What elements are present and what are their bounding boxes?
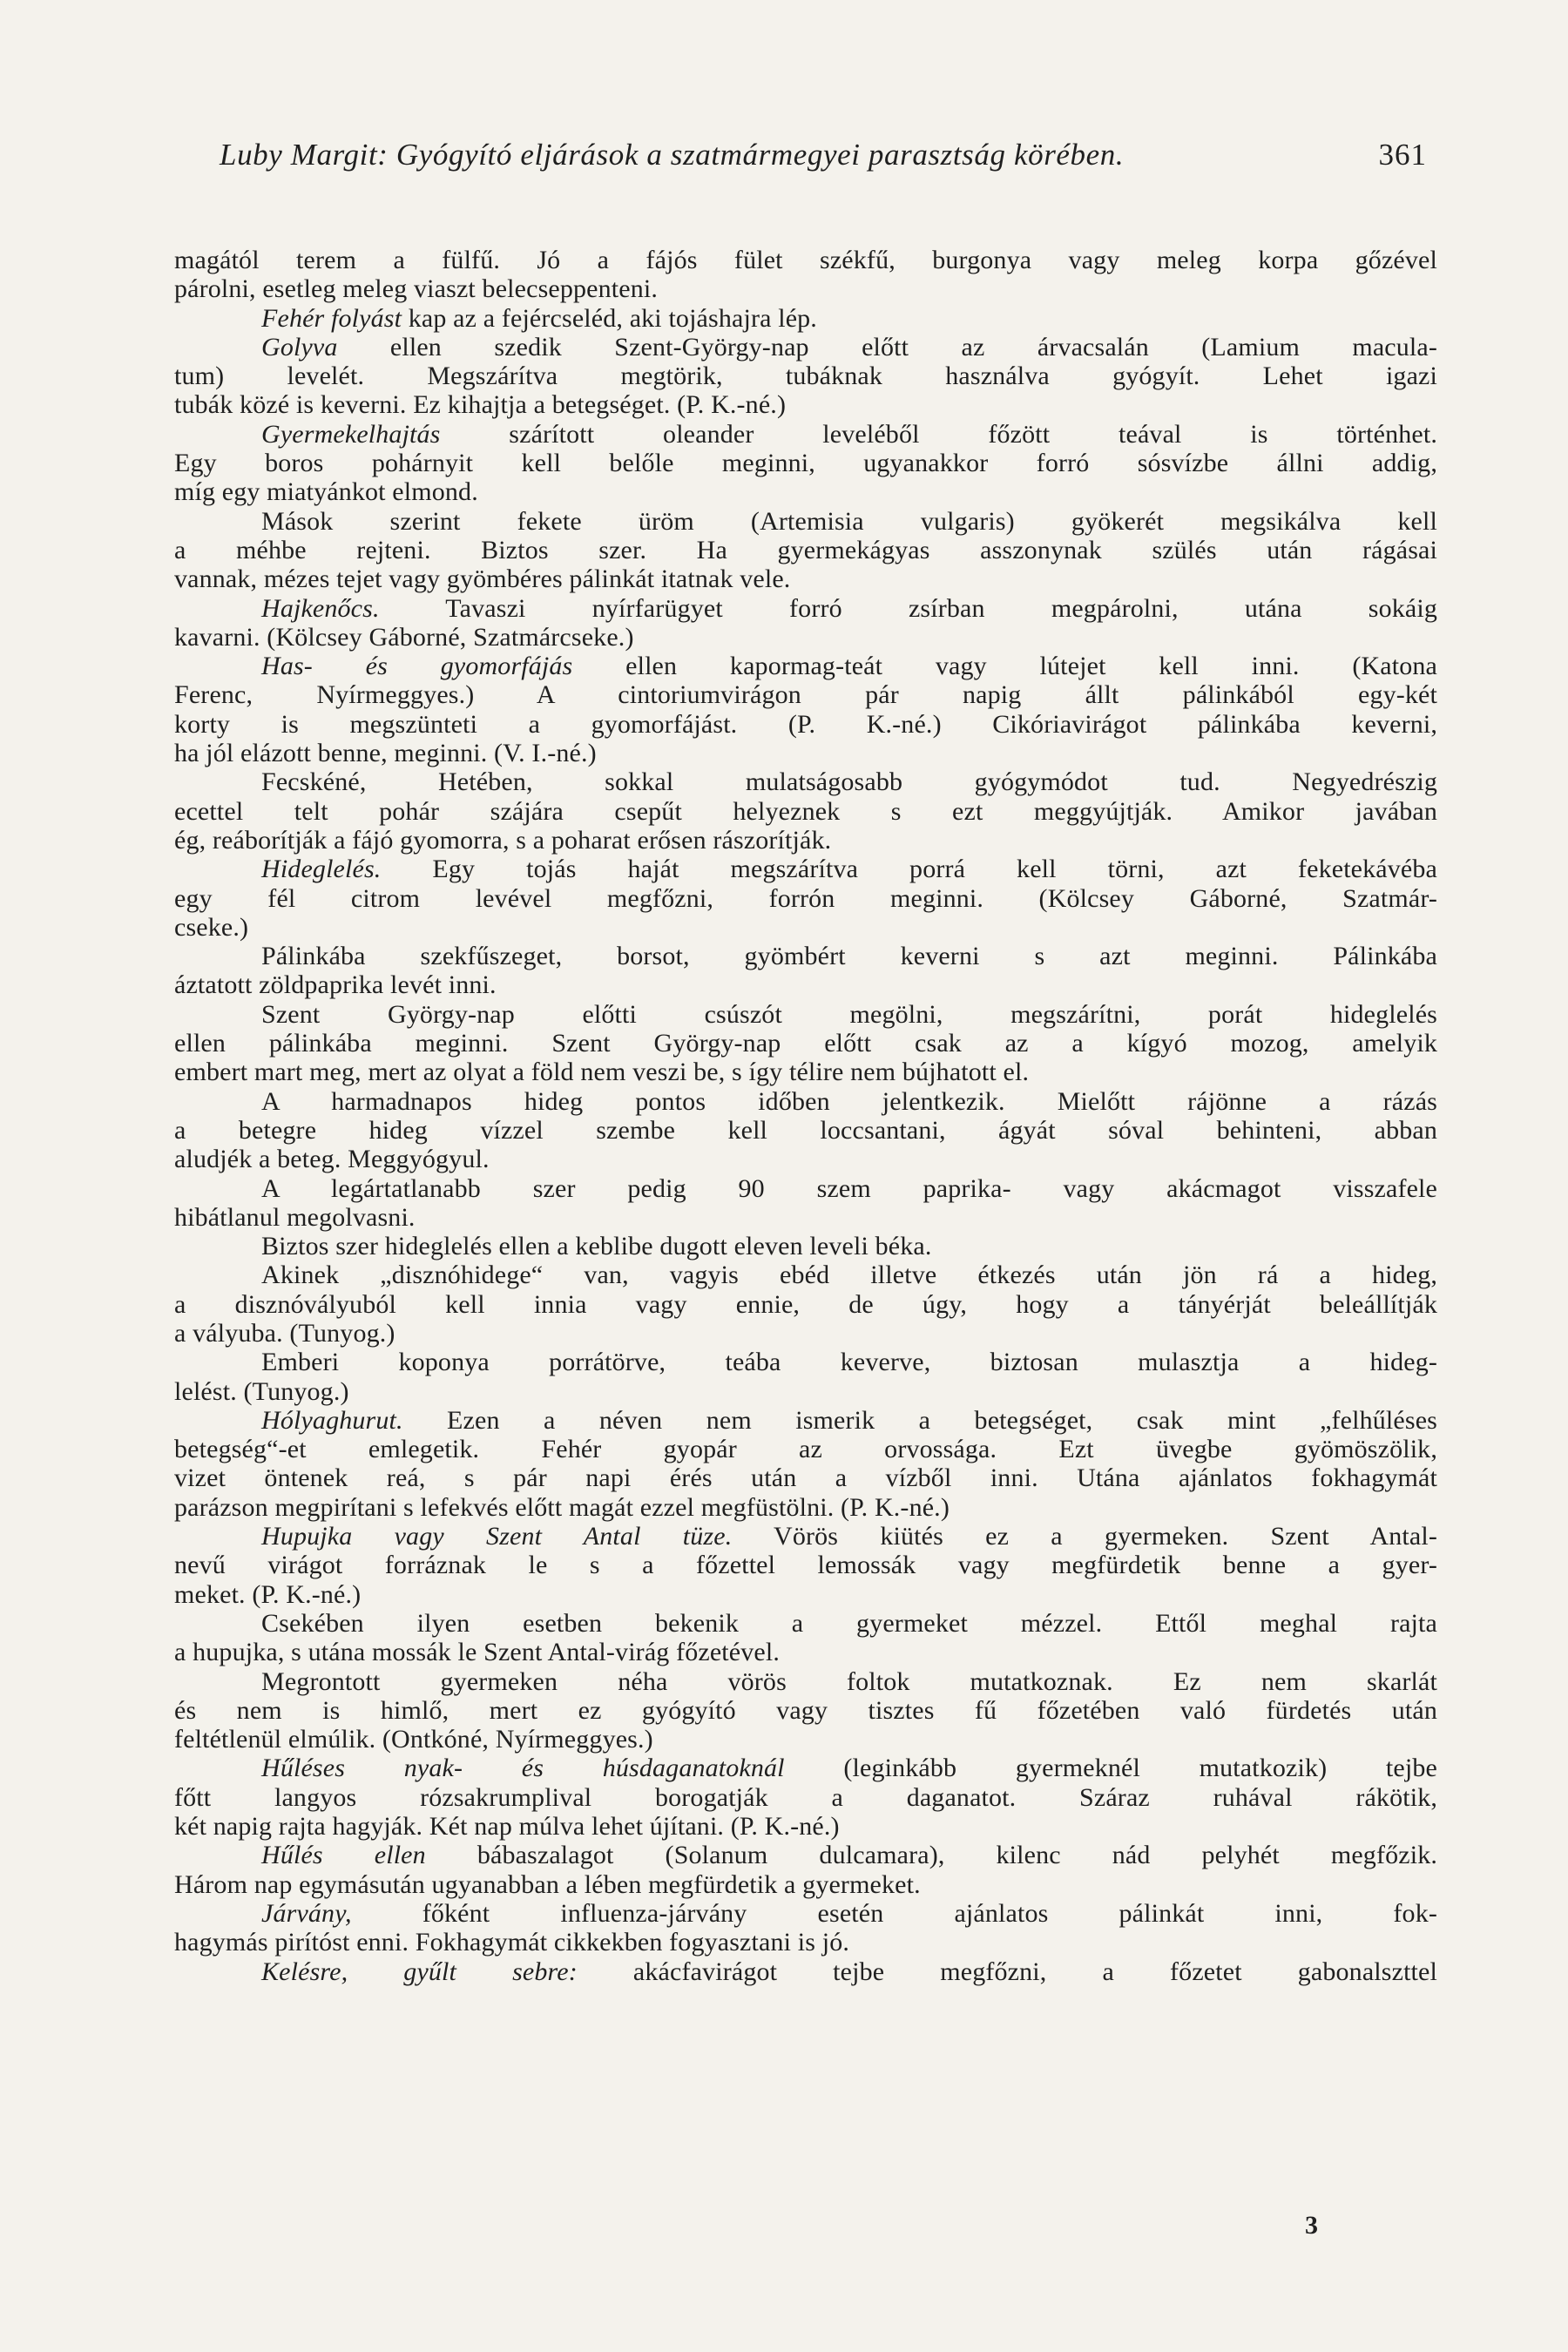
text-line [174,913,1437,942]
text-line [174,1551,1437,1579]
text-line [174,1609,1437,1638]
line-text: Szent György-nap előtti csúszót megölni, megszárítni, porát hideglelés [261,999,1437,1029]
line-text: feltétlenül elmúlik. (Ontkóné, Nyírmeggyes.) [174,1725,653,1754]
line-text: míg egy miatyánkot elmond. [174,477,478,507]
line-text: a vályuba. (Tunyog.) [174,1318,395,1348]
text-line [174,1029,1437,1058]
italic-term: Kelésre, gyűlt sebre: [261,1957,578,1986]
text-line [174,1260,1437,1289]
italic-term: Hajkenőcs. [261,593,380,623]
line-text: és nem is himlő, mert ez gyógyító vagy tisztes fű főzetében való fürdetés után [174,1695,1437,1725]
text-line [174,1232,1437,1260]
line-text: magától terem a fülfű. Jó a fájós fület székfű, burgonya vagy meleg korpa gőzével [174,246,1437,274]
line-text: párolni, esetleg meleg viaszt belecseppenteni. [174,274,659,304]
text-line [174,507,1437,536]
text-line [174,855,1437,883]
line-text: A harmadnapos hideg pontos időben jelentkezik. Mielőtt rájönne a rázás [261,1086,1437,1116]
body-text [174,246,1437,1986]
text-line [174,1841,1437,1869]
text-line [174,1058,1437,1086]
line-text: hagymás pirítóst enni. Fokhagymát cikkekben fogyasztani is jó. [174,1928,849,1957]
line-text: ellen kapormag-teát vagy lútejet kell inni. (Katona [572,652,1437,681]
text-line [174,1116,1437,1145]
line-text: a méhbe rejteni. Biztos szer. Ha gyermekágyas asszonynak szülés után rágásai [174,535,1437,564]
signature-mark: 3 [1305,2211,1318,2240]
line-text: főtt langyos rózsakrumplival borogatják a daganatot. Száraz ruhával rákötik, [174,1782,1437,1812]
line-text: a disznóvályuból kell innia vagy ennie, de úgy, hogy a tányérját beleállítják [174,1289,1437,1319]
italic-term: Gyermekelhajtás [261,419,441,449]
line-text: ecettel telt pohár szájára csepűt helyeznek s ezt meggyújtják. Amikor javában [174,796,1437,826]
line-text: meket. (P. K.-né.) [174,1579,362,1609]
text-line [174,797,1437,826]
text-line [174,1348,1437,1376]
text-line [174,1870,1437,1899]
running-header [220,138,1427,172]
italic-term: Hűlés ellen [261,1841,426,1870]
running-title: Luby Margit: Gyógyító eljárások a szatmármegyei parasztság körében. [220,138,1125,172]
italic-term: Hólyaghurut. [261,1405,403,1435]
line-text: parázson megpirítani s lefekvés előtt magát ezzel megfüstölni. (P. K.-né.) [174,1492,950,1522]
text-line [174,1638,1437,1666]
italic-term: Járvány, [261,1898,352,1928]
text-line [174,1377,1437,1406]
text-line [174,594,1437,623]
text-line [174,564,1437,593]
line-text: ellen szedik Szent-György-nap előtt az árvacsalán (Lamium macula- [337,332,1437,362]
italic-term: Hupujka vagy Szent Antal tüze. [261,1522,733,1551]
line-text: Ferenc, Nyírmeggyes.) A cintoriumvirágon pár napig állt pálinkából egy-két [174,680,1437,710]
text-line [174,710,1437,739]
text-line [174,1899,1437,1928]
text-line [174,1580,1437,1609]
line-text: Biztos szer hideglelés ellen a keblibe dugott eleven leveli béka. [261,1232,932,1261]
text-line [174,739,1437,767]
text-line [174,826,1437,855]
line-text: korty is megszünteti a gyomorfájást. (P. K.-né.) Cikóriavirágot pálinkába keverni, [174,709,1437,739]
line-text: a betegre hideg vízzel szembe kell loccsantani, ágyát sóval behinteni, abban [174,1115,1437,1145]
line-text: áztatott zöldpaprika levét inni. [174,970,497,1000]
line-text: hibátlanul megolvasni. [174,1202,416,1232]
line-text: a hupujka, s utána mossák le Szent Antal-virág főzetével. [174,1638,781,1667]
text-line [174,1696,1437,1725]
italic-term: Hűléses nyak- és húsdaganatoknál [261,1754,785,1783]
line-text: bábaszalagot (Solanum dulcamara), kilenc nád pelyhét megfőzik. [425,1841,1437,1870]
line-text: főként influenza-járvány esetén ajánlatos pálinkát inni, fok- [351,1898,1437,1928]
line-text: tubák közé is keverni. Ez kihajtja a betegséget. (P. K.-né.) [174,390,787,420]
text-line [174,1319,1437,1348]
line-text: A legártatlanabb szer pedig 90 szem paprika- vagy akácmagot visszafele [261,1173,1437,1203]
text-line [174,1725,1437,1754]
line-text: ellen pálinkába meginni. Szent György-nap előtt csak az a kígyó mozog, amelyik [174,1029,1437,1058]
line-text: Mások szerint fekete üröm (Artemisia vulgaris) gyökerét megsikálva kell [261,506,1437,536]
text-line [174,536,1437,564]
text-line [174,1000,1437,1029]
line-text: vizet öntenek reá, s pár napi érés után a vízből inni. Utána ajánlatos fokhagymát [174,1463,1437,1493]
line-text: akácfavirágot tejbe megfőzni, a főzetet gabonalszttel [577,1957,1437,1986]
line-text: egy fél citrom levével megfőzni, forrón meginni. (Kölcsey Gáborné, Szatmár- [174,883,1437,913]
text-line [174,652,1437,680]
line-text: vannak, mézes tejet vagy gyömbéres pálinkát itatnak vele. [174,564,791,594]
text-line [174,390,1437,419]
line-text: ég, reáborítják a fájó gyomorra, s a poharat erősen rászorítják. [174,825,832,855]
text-line [174,1174,1437,1203]
text-line [174,1087,1437,1116]
text-line [174,1812,1437,1841]
line-text: Ezen a néven nem ismerik a betegséget, csak mint „felhűléses [402,1405,1437,1435]
text-line [174,1493,1437,1522]
text-line [174,767,1437,796]
line-text: cseke.) [174,912,249,942]
text-line [174,420,1437,449]
italic-term: Fehér folyást [261,303,402,333]
page-number: 361 [1378,138,1427,172]
text-line [174,274,1437,303]
line-text: Egy boros pohárnyit kell belőle meginni, ugyanakkor forró sósvízbe állni addig, [174,449,1437,478]
text-line [174,1463,1437,1492]
line-text: Fecskéné, Hetében, sokkal mulatságosabb gyógymódot tud. Negyedrészig [261,767,1437,797]
italic-term: Hideglelés. [261,855,382,884]
line-text: két napig rajta hagyják. Két nap múlva lehet újítani. (P. K.-né.) [174,1812,840,1842]
text-line [174,970,1437,999]
text-line [174,1203,1437,1232]
italic-term: Golyva [261,332,338,362]
text-line [174,1290,1437,1319]
text-line [174,1957,1437,1986]
text-line [174,246,1437,274]
line-text: betegség“-et emlegetik. Fehér gyopár az orvossága. Ezt üvegbe gyömöszölik, [174,1435,1437,1464]
line-text: szárított oleander leveléből főzött teával is történhet. [440,419,1437,449]
line-text: ha jól elázott benne, meginni. (V. I.-né.) [174,739,597,768]
text-line [174,362,1437,390]
line-text: tum) levelét. Megszárítva megtörik, tubáknak használva gyógyít. Lehet igazi [174,362,1437,391]
text-line [174,1928,1437,1957]
text-line [174,1754,1437,1782]
line-text: nevű virágot forráznak le s a főzettel lemossák vagy megfürdetik benne a gyer- [174,1551,1437,1580]
text-line [174,942,1437,970]
text-line [174,477,1437,506]
line-text: Három nap egymásután ugyanabban a lében megfürdetik a gyermeket. [174,1869,921,1899]
line-text: Csekében ilyen esetben bekenik a gyermeket mézzel. Ettől meghal rajta [261,1608,1437,1638]
text-line [174,333,1437,362]
text-line [174,1667,1437,1696]
line-text: lelést. (Tunyog.) [174,1376,349,1406]
line-text: (leginkább gyermeknél mutatkozik) tejbe [784,1754,1437,1783]
line-text: Tavaszi nyírfarügyet forró zsírban megpárolni, utána sokáig [379,593,1437,623]
text-line [174,1145,1437,1173]
line-text: Megrontott gyermeken néha vörös foltok mutatkoznak. Ez nem skarlát [261,1666,1437,1696]
text-line [174,884,1437,913]
line-text: Vörös kiütés ez a gyermeken. Szent Antal- [732,1522,1437,1551]
line-text: Akinek „disznóhidege“ van, vagyis ebéd illetve étkezés után jön rá a hideg, [261,1260,1437,1290]
line-text: kap az a fejércseléd, aki tojáshajra lép. [402,303,817,333]
line-text: Pálinkába szekfűszeget, borsot, gyömbért keverni s azt meginni. Pálinkába [261,942,1437,971]
text-line [174,1435,1437,1463]
text-line [174,1783,1437,1812]
line-text: kavarni. (Kölcsey Gáborné, Szatmárcseke.) [174,622,634,652]
italic-term: Has- és gyomorfájás [261,652,573,681]
text-line [174,1406,1437,1435]
text-line [174,1522,1437,1551]
line-text: Emberi koponya porrátörve, teába keverve, biztosan mulasztja a hideg- [261,1348,1437,1377]
line-text: embert mart meg, mert az olyat a föld nem veszi be, s így télire nem bújhatott el. [174,1058,1030,1087]
text-line [174,304,1437,333]
text-line [174,623,1437,652]
text-line [174,449,1437,477]
text-line [174,680,1437,709]
line-text: Egy tojás haját megszárítva porrá kell törni, azt feketekávéba [381,855,1437,884]
line-text: aludjék a beteg. Meggyógyul. [174,1145,490,1174]
